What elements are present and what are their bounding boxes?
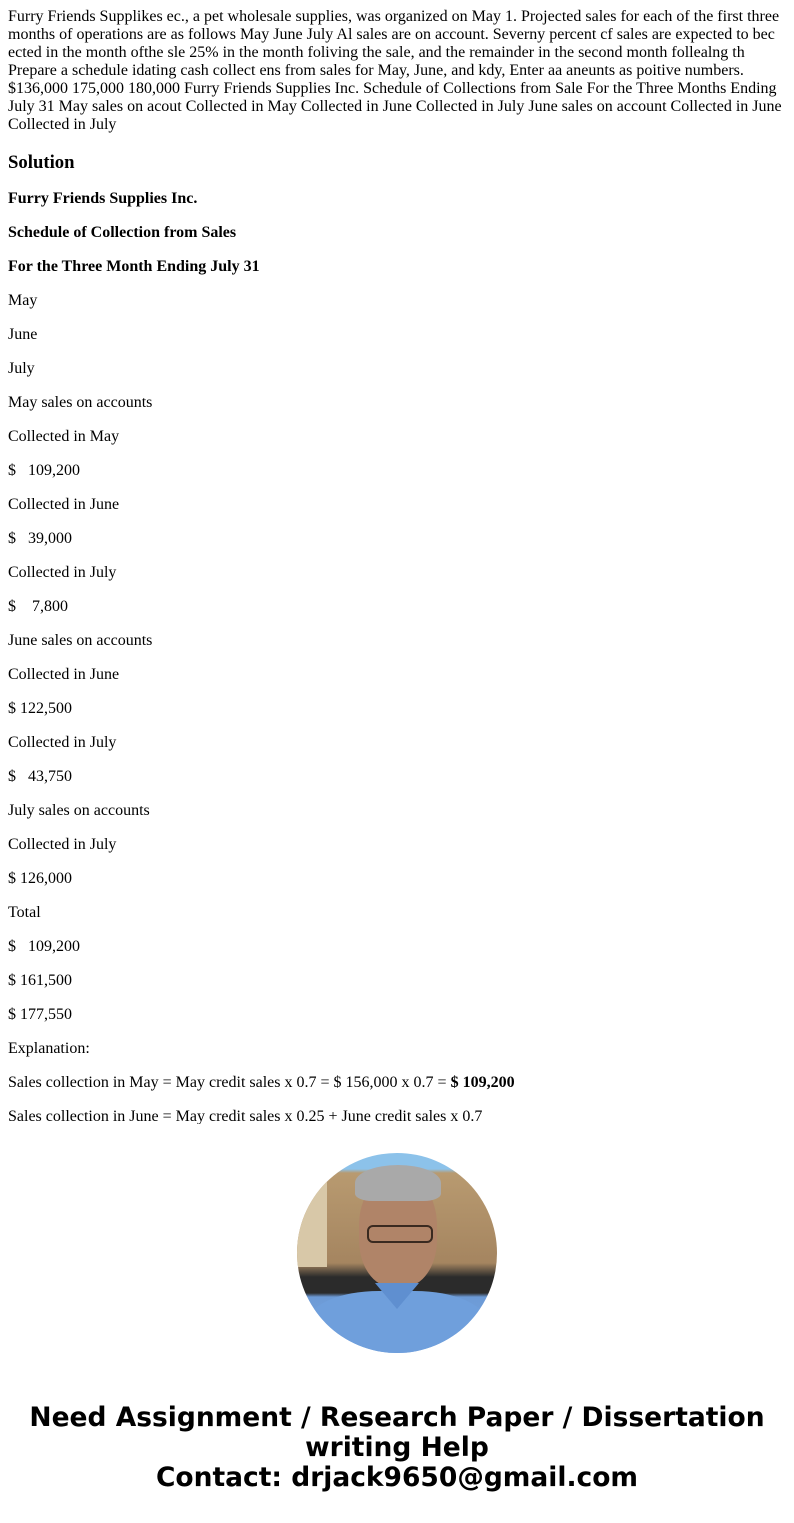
banner-line-1: Need Assignment / Research Paper / Dissertation (29, 1402, 765, 1433)
avatar-hair (355, 1165, 441, 1201)
may-sales-label: May sales on accounts (8, 394, 153, 411)
month-header-june: June (8, 326, 38, 343)
july-sales-label: July sales on accounts (8, 802, 150, 819)
june-collected-june-value: $ 122,500 (8, 700, 72, 717)
june-sales-label: June sales on accounts (8, 632, 153, 649)
document-content (8, 0, 786, 1124)
banner-contact-email: Contact: drjack9650@gmail.com (155, 1462, 639, 1493)
explanation-line-may-formula: Sales collection in May = May credit sales x 0.7 = $ 156,000 x 0.7 = (8, 1074, 451, 1091)
schedule-period: For the Three Month Ending July 31 (8, 258, 260, 275)
question-text: Furry Friends Supplikes ec., a pet wholesale supplies, was organized on May 1. Projected sales for each of the first three months of operations are as follows May June July Al sales are on account. Severny percent cf sales are expected to bec ected in the month ofthe sle 25% in the month foliving the sale, and the remainder in the second month follealng th Prepare a schedule idating cash collect ens from sales for May, June, and kdy, Enter aa aneunts as poitive numbers. $136,000 175,000 180,000 Furry Friends Supplies Inc. Schedule of Collections from Sale For the Three Months Ending July 31 May sales on acout Collected in May Collected in June Collected in July June sales on account Collected in June Collected in July (8, 8, 782, 133)
solution-heading: Solution (8, 152, 75, 173)
explanation-line-may (8, 1074, 786, 1092)
contact-banner (0, 1403, 794, 1493)
may-collected-june-label: Collected in June (8, 496, 120, 513)
july-collected-july-value: $ 126,000 (8, 870, 72, 887)
may-collected-may-label: Collected in May (8, 428, 120, 445)
total-label: Total (8, 904, 41, 921)
may-collected-may-value: $ 109,200 (8, 462, 80, 479)
june-collected-july-label: Collected in July (8, 734, 117, 751)
banner-line-2: writing Help (305, 1432, 489, 1463)
schedule-title: Schedule of Collection from Sales (8, 224, 237, 241)
june-collected-july-value: $ 43,750 (8, 768, 72, 785)
explanation-line-may-result: $ 109,200 (450, 1074, 515, 1091)
june-collected-june-label: Collected in June (8, 666, 120, 683)
july-collected-july-label: Collected in July (8, 836, 117, 853)
glasses-icon (367, 1225, 433, 1243)
total-may-value: $ 109,200 (8, 938, 80, 955)
month-header-july: July (8, 360, 35, 377)
explanation-label: Explanation: (8, 1040, 90, 1057)
may-collected-july-label: Collected in July (8, 564, 117, 581)
tutor-avatar (297, 1153, 497, 1353)
company-name: Furry Friends Supplies Inc. (8, 190, 198, 207)
may-collected-june-value: $ 39,000 (8, 530, 72, 547)
may-collected-july-value: $ 7,800 (8, 598, 68, 615)
total-july-value: $ 177,550 (8, 1006, 72, 1023)
background-window (297, 1177, 327, 1267)
month-header-may: May (8, 292, 38, 309)
total-june-value: $ 161,500 (8, 972, 72, 989)
explanation-line-june: Sales collection in June = May credit sales x 0.25 + June credit sales x 0.7 (8, 1108, 483, 1124)
